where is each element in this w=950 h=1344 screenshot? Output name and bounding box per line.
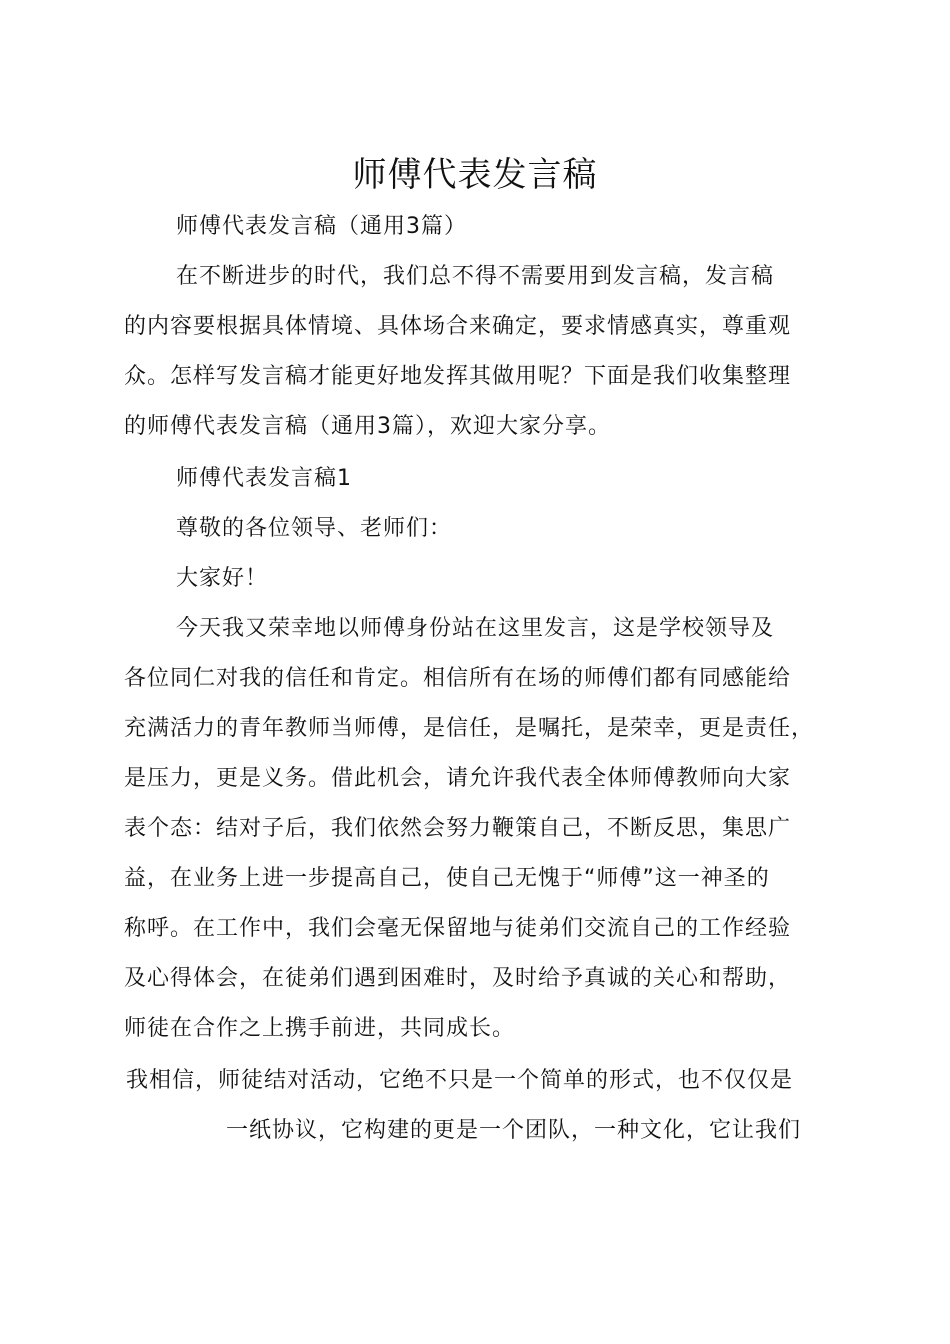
- section-heading: 师傅代表发言稿1: [176, 466, 352, 491]
- paragraph-line: 益，在业务上进一步提高自己，使自己无愧于“师傅”这一神圣的: [124, 866, 770, 891]
- paragraph-line: 表个态：结对子后，我们依然会努力鞭策自己，不断反思，集思广: [124, 816, 792, 841]
- paragraph-line: 充满活力的青年教师当师傅，是信任，是嘱托，是荣幸，更是责任，: [124, 716, 815, 741]
- subtitle-line: 师傅代表发言稿（通用3篇）: [176, 214, 467, 239]
- paragraph-line: 师徒在合作之上携手前进，共同成长。: [124, 1016, 516, 1041]
- paragraph-line: 的内容要根据具体情境、具体场合来确定，要求情感真实，尊重观: [124, 314, 792, 339]
- paragraph-line: 各位同仁对我的信任和肯定。相信所有在场的师傅们都有同感能给: [124, 666, 792, 691]
- paragraph-line: 是压力，更是义务。借此机会，请允许我代表全体师傅教师向大家: [124, 766, 792, 791]
- salutation-line: 尊敬的各位领导、老师们：: [176, 516, 453, 541]
- paragraph-line: 我相信，师徒结对活动，它绝不只是一个简单的形式，也不仅仅是: [126, 1068, 794, 1093]
- document-title: 师傅代表发言稿: [352, 155, 598, 195]
- paragraph-line: 今天我又荣幸地以师傅身份站在这里发言，这是学校领导及: [176, 616, 775, 641]
- paragraph-line: 一纸协议，它构建的更是一个团队，一种文化，它让我们: [226, 1118, 802, 1143]
- paragraph-line: 的师傅代表发言稿（通用3篇），欢迎大家分享。: [124, 414, 611, 439]
- paragraph-line: 及心得体会，在徒弟们遇到困难时，及时给予真诚的关心和帮助，: [124, 966, 792, 991]
- paragraph-line: 在不断进步的时代，我们总不得不需要用到发言稿，发言稿: [176, 264, 775, 289]
- greeting-line: 大家好！: [176, 566, 269, 591]
- paragraph-line: 称呼。在工作中，我们会毫无保留地与徒弟们交流自己的工作经验: [124, 916, 792, 941]
- paragraph-line: 众。怎样写发言稿才能更好地发挥其做用呢？下面是我们收集整理: [124, 364, 792, 389]
